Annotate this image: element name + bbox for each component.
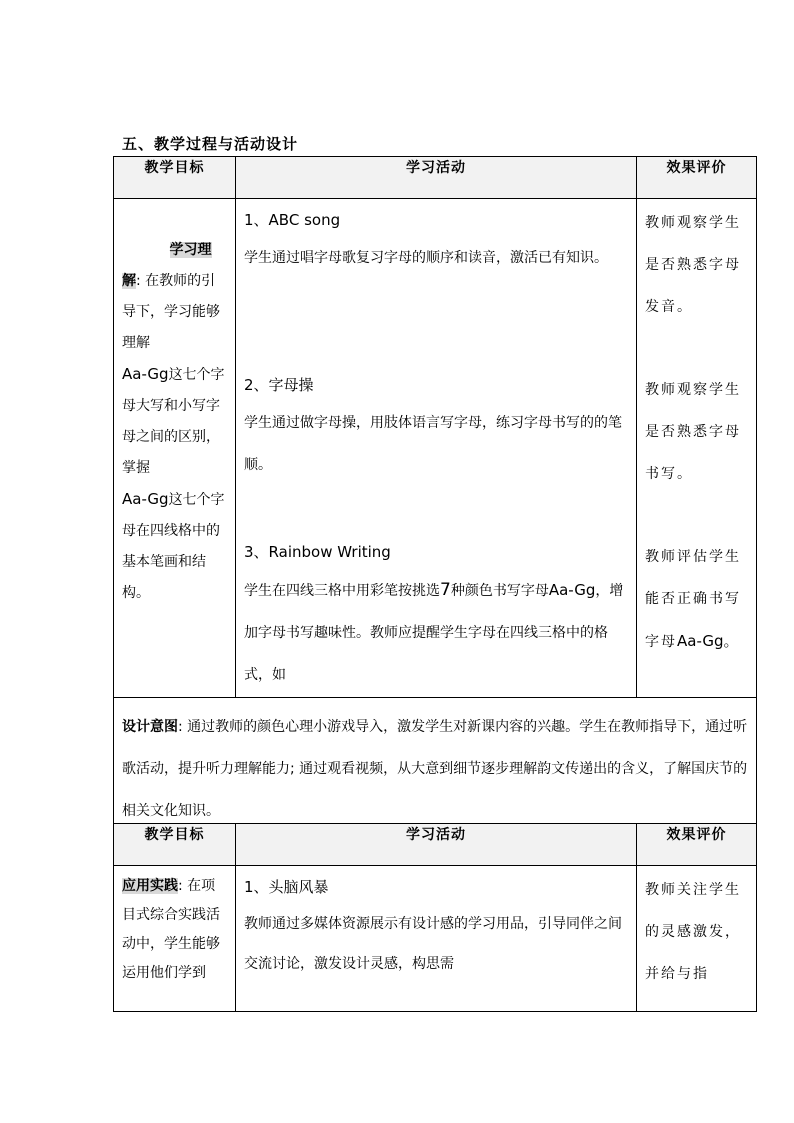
lesson-table-1: [113, 156, 757, 833]
evaluation-item-3: [637, 536, 756, 663]
activity-item-1: [236, 870, 636, 984]
goal-text-3: 这七个字母在四线格中的基本笔画和结构。: [122, 492, 225, 601]
activity-cell: [236, 866, 637, 1012]
header-evaluation: 效果评价: [637, 157, 757, 199]
evaluation-letters: Aa-Gg。: [677, 632, 739, 650]
header-evaluation: 效果评价: [637, 824, 757, 866]
activity-text: 学生通过唱字母歌复习字母的顺序和读音，激活已有知识。: [244, 250, 608, 266]
activity-text-part: ，增加字母书写趣味性。教师应提醒学生字母在四线三格中的格式，如: [244, 583, 624, 683]
goal-text-2: 这七个字母大写和小写字母之间的区别，掌握: [122, 367, 225, 476]
activity-item-3: [236, 535, 636, 696]
goal-letters-2: Aa-Gg: [122, 490, 169, 508]
activity-number: 3、: [244, 543, 269, 561]
activity-letters: Aa-Gg: [548, 581, 596, 599]
lesson-table-2: [113, 823, 757, 1012]
design-intent-text: : 通过教师的颜色心理小游戏导入，激发学生对新课内容的兴趣。学生在教师指导下，通过听歌活动，提升听力理解能力; 通过观看视频，从大意到细节逐步理解韵文传递出的含义，了解国庆节的相关文化知识。: [122, 719, 748, 819]
design-intent-label: 设计意图: [122, 719, 178, 735]
activity-text-part: 种颜色书写字母: [450, 583, 549, 599]
header-activity: 学习活动: [236, 157, 637, 199]
goal-text: : 在教师的引导下，学习能够理解: [122, 273, 220, 351]
activity-item-1: [236, 203, 636, 368]
activity-text: [244, 569, 632, 696]
activity-number: 1、: [244, 878, 269, 896]
evaluation-text: 教师评估学生能否正确书写字母: [645, 549, 741, 650]
design-intent-cell: [114, 698, 757, 833]
evaluation-item-1: 教师关注学生的灵感激发，并给与指: [645, 882, 741, 982]
activity-title: ABC song: [268, 211, 341, 229]
table-row: [114, 866, 757, 1012]
evaluation-item-1: 教师观察学生是否熟悉字母发音。: [645, 215, 741, 315]
table-header-row: [114, 824, 757, 866]
header-activity: 学习活动: [236, 824, 637, 866]
activity-number: 1、: [244, 211, 269, 229]
activity-cell: [236, 199, 637, 698]
goal-cell: [114, 199, 236, 698]
activity-text-part: 学生在四线三格中用彩笔按挑选: [244, 583, 440, 599]
activity-number: 2、: [244, 376, 269, 394]
activity-title: Rainbow Writing: [268, 543, 391, 561]
activity-text: 学生通过做字母操，用肢体语言写字母，练习字母书写的的笔顺。: [244, 415, 622, 473]
table-header-row: [114, 157, 757, 199]
table-row: [114, 199, 757, 698]
goal-highlight-cont: 解: [122, 273, 136, 289]
goal-highlight: 应用实践: [122, 878, 178, 894]
activity-title: 头脑风暴: [268, 878, 329, 896]
goal-highlight: 学习理: [169, 242, 212, 258]
activity-item-2: [236, 368, 636, 535]
goal-text: : 在项目式综合实践活动中，学生能够运用他们学到: [122, 878, 220, 981]
goal-cell: [114, 866, 236, 1012]
activity-title: 字母操: [268, 376, 314, 394]
evaluation-cell: [637, 866, 757, 1012]
activity-text: 教师通过多媒体资源展示有设计感的学习用品，引导同伴之间交流讨论，激发设计灵感，构思需: [244, 916, 622, 972]
activity-number-seven: 7: [440, 580, 451, 600]
evaluation-item-2: 教师观察学生是否熟悉字母书写。: [645, 382, 741, 482]
evaluation-cell: [637, 199, 757, 698]
design-intent-row: [114, 698, 757, 833]
section-title: 五、教学过程与活动设计: [122, 135, 299, 153]
header-goal: 教学目标: [114, 157, 236, 199]
header-goal: 教学目标: [114, 824, 236, 866]
goal-letters: Aa-Gg: [122, 365, 169, 383]
